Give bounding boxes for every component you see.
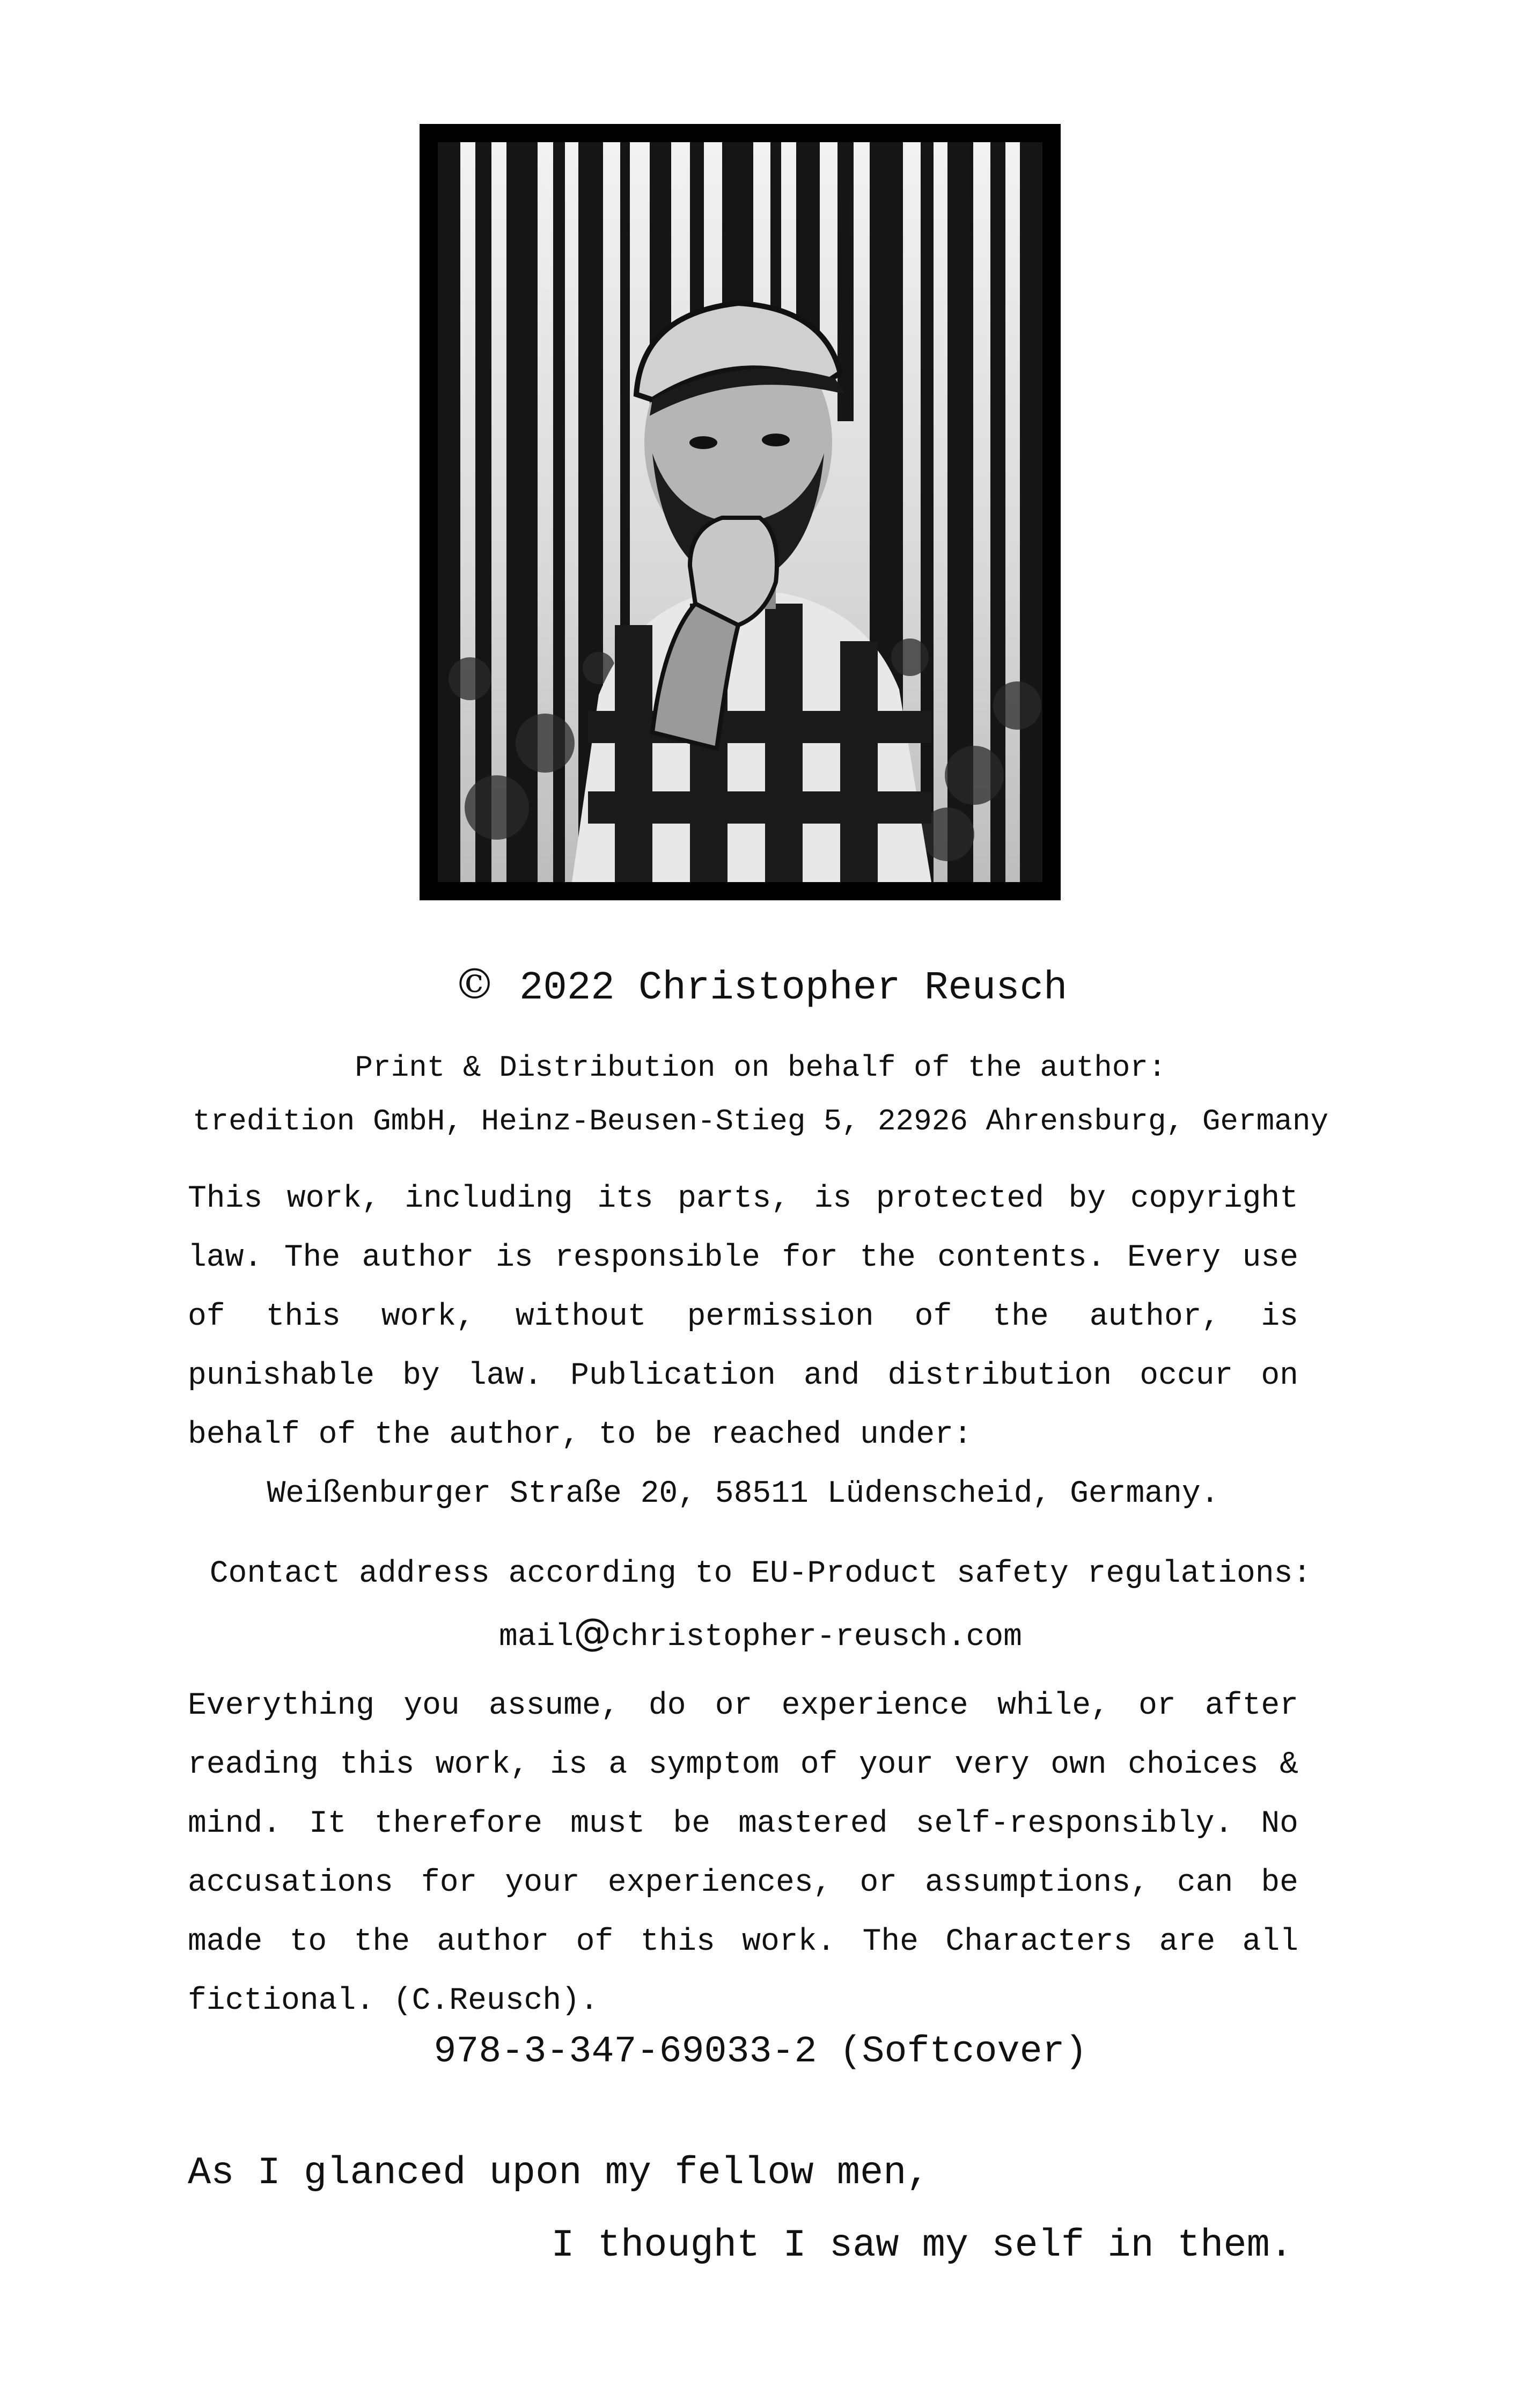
email-domain: christopher-reusch.com: [611, 1620, 1022, 1655]
quote-line-2: I thought I saw my self in them.: [551, 2223, 1293, 2267]
author-portrait-photo: [438, 142, 1042, 882]
author-photo-frame: [420, 124, 1061, 900]
printer-line-1: Print & Distribution on behalf of the author:: [355, 1051, 1166, 1085]
author-portrait-image: [438, 142, 1042, 882]
contact-block: [177, 1545, 1344, 1666]
contact-heading: Contact address according to EU-Product safety regulations:: [209, 1557, 1312, 1591]
disclaimer: [188, 1677, 1298, 2031]
isbn: 978-3-347-69033-2 (Softcover): [433, 2031, 1088, 2073]
quote-line-1: As I glanced upon my fellow men,: [188, 2151, 930, 2195]
contact-email[interactable]: [177, 1603, 1344, 1666]
printer-info: [177, 1041, 1344, 1148]
disclaimer-text: Everything you assume, do or experience while, or after reading this work, is a symptom of your very own choices & mind. It therefore must be mastered self-responsibly. No accusations for your experiences, or assumptions, can be made to the author of this work. The Characters are all fictional. (C.Reusch).: [188, 1688, 1298, 2018]
copyright-text: 2022 Christopher Reusch: [519, 966, 1068, 1011]
copyright-notice-text: This work, including its parts, is protected by copyright law. The author is responsible for the contents. Every use of this work, without permission of the author, is punishable by law. Publication and distribution occur on behalf of the author, to be reached under:: [188, 1181, 1298, 1452]
email-user: mail: [499, 1620, 574, 1655]
copyright-notice: [188, 1170, 1298, 1524]
printer-line-2: tredition GmbH, Heinz-Beusen-Stieg 5, 22926 Ahrensburg, Germany: [192, 1104, 1329, 1139]
author-address: Weißenburger Straße 20, 58511 Lüdenscheid, Germany.: [267, 1477, 1219, 1511]
copyright-symbol: ©: [453, 960, 496, 1009]
email-at: @: [574, 1610, 612, 1654]
copyright-line: [0, 960, 1521, 1012]
